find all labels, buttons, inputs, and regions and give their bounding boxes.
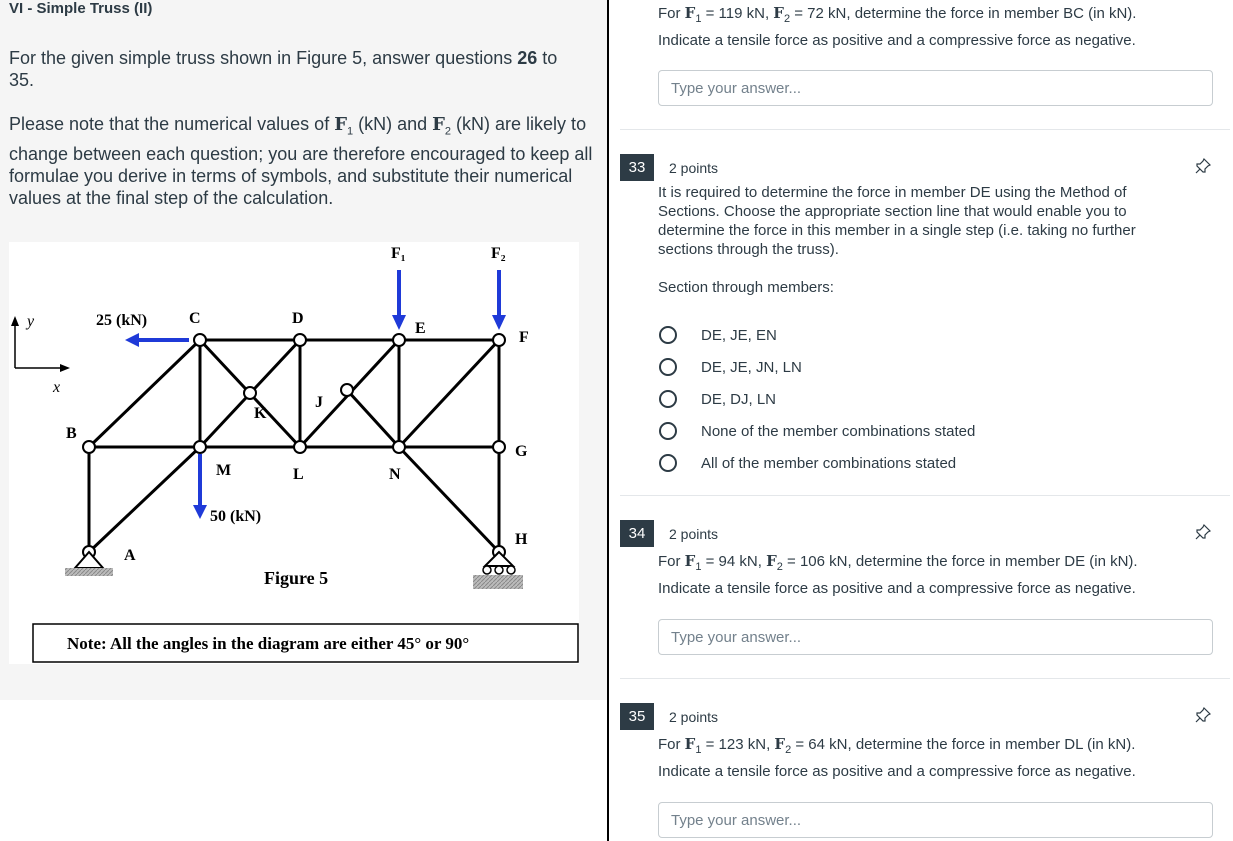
q33-option-3[interactable]	[658, 388, 776, 410]
node-label-c: C	[189, 310, 201, 327]
q33-option-1[interactable]	[658, 324, 777, 346]
option-label: DE, JE, EN	[701, 326, 777, 344]
note-text-b: (kN) and	[353, 114, 433, 134]
figure-note: Note: All the angles in the diagram are either 45° or 90°	[67, 634, 470, 653]
radio-button[interactable]	[659, 326, 677, 344]
q33-number: 33	[620, 154, 654, 181]
intro-text: For the given simple truss shown in Figure 5, answer questions	[9, 48, 518, 68]
separator	[620, 678, 1230, 679]
q32-text-a: For	[658, 5, 685, 22]
node-label-a: A	[124, 547, 136, 564]
load-arrow-f1-icon	[392, 270, 406, 330]
q34-f2-val: = 106 kN, determine the force in member DE (in kN).	[782, 553, 1138, 570]
node-label-m: M	[216, 462, 232, 479]
q32-answer-input[interactable]	[658, 70, 1213, 106]
f1-symbol: F	[334, 114, 347, 135]
q34-f2-sub: 2	[776, 561, 783, 573]
q33-prompt: Section through members:	[658, 279, 834, 296]
q34-number: 34	[620, 520, 654, 547]
pin-icon[interactable]	[1195, 158, 1211, 174]
option-label: DE, DJ, LN	[701, 390, 777, 408]
pin-icon[interactable]	[1195, 707, 1211, 723]
node-label-g: G	[515, 443, 528, 460]
node-label-h: H	[515, 531, 528, 548]
q34-points: 2 points	[669, 526, 719, 542]
load-arrow-50-icon	[193, 454, 207, 519]
node-label-k: K	[254, 405, 267, 422]
load-25-label: 25 (kN)	[96, 312, 148, 329]
option-label: None of the member combinations stated	[701, 422, 976, 440]
node-label-f: F	[519, 329, 529, 346]
q33-points: 2 points	[669, 160, 719, 176]
panel-divider	[607, 0, 609, 841]
q35-text-a: For	[658, 736, 685, 753]
q32-f1: F	[684, 4, 696, 22]
q33-option-5[interactable]	[658, 452, 956, 474]
note-text-c: (kN) are likely to change between each question; you are therefore encouraged to keep all formulae you derive in terms of symbols, and substitute their numerical values at the final step of the calculation.	[9, 114, 593, 208]
q34-f2: F	[766, 552, 777, 570]
left-panel	[0, 0, 607, 700]
option-label: DE, JE, JN, LN	[701, 358, 802, 376]
radio-button[interactable]	[659, 422, 677, 440]
f2-sub: 2	[444, 125, 452, 138]
q32-f1-sub: 1	[695, 13, 702, 25]
radio-button[interactable]	[659, 454, 677, 472]
separator	[620, 495, 1230, 496]
q35-text-b: Indicate a tensile force as positive and a compressive force as negative.	[658, 763, 1136, 780]
q34-f1-val: = 94 kN,	[701, 553, 767, 570]
f1-sub: 1	[346, 125, 354, 138]
node-label-n: N	[389, 466, 401, 483]
intro-paragraph	[9, 47, 584, 91]
f2-label: F₂	[491, 245, 506, 262]
intro-to-text: to	[537, 48, 558, 68]
q35-f2-sub: 2	[785, 744, 792, 756]
intro-end: .	[29, 70, 35, 90]
note-text-a: Please note that the numerical values of	[9, 114, 335, 134]
q32-text	[658, 2, 1198, 52]
node-label-d: D	[292, 310, 304, 327]
q32-text-b: Indicate a tensile force as positive and a compressive force as negative.	[658, 32, 1136, 49]
q33-option-2[interactable]	[658, 356, 802, 378]
q32-f2: F	[773, 4, 784, 22]
q34-answer-input[interactable]	[658, 619, 1213, 655]
axes-icon	[11, 316, 70, 372]
q35-f1: F	[684, 735, 696, 753]
q34-text	[658, 550, 1198, 600]
intro-from: 26	[517, 48, 538, 68]
pin-icon[interactable]	[1195, 524, 1211, 540]
intro-to: 35	[9, 70, 30, 90]
q34-f1-sub: 1	[695, 561, 702, 573]
radio-button[interactable]	[659, 358, 677, 376]
axis-x-label: x	[53, 379, 61, 396]
q33-option-4[interactable]	[658, 420, 975, 442]
q32-f1-val: = 119 kN,	[701, 5, 774, 22]
q35-text	[658, 733, 1198, 783]
q35-f2-val: = 64 kN, determine the force in member DL (in kN).	[791, 736, 1136, 753]
q34-text-a: For	[658, 553, 685, 570]
load-arrow-25-icon	[125, 333, 189, 347]
node-label-e: E	[415, 320, 426, 337]
questions-panel	[620, 0, 1230, 841]
q35-answer-input[interactable]	[658, 802, 1213, 838]
f1-label: F₁	[391, 245, 406, 262]
q32-f2-val: = 72 kN, determine the force in member BC (in kN).	[790, 5, 1137, 22]
f2-symbol: F	[432, 114, 445, 135]
q32-f2-sub: 2	[783, 13, 791, 25]
load-50-label: 50 (kN)	[210, 508, 262, 525]
roller-support-icon	[473, 552, 523, 589]
q33-text: It is required to determine the force in member DE using the Method of Sections. Choose the appropriate section line that would enable you to determine the force in this member in a single step (i.e. taking no further sections through the truss).	[658, 184, 1136, 258]
q35-f2: F	[774, 735, 786, 753]
node-label-b: B	[66, 425, 77, 442]
option-label: All of the member combinations stated	[701, 454, 957, 472]
note-paragraph	[9, 113, 594, 209]
section-title: VI - Simple Truss (II)	[9, 0, 153, 17]
figure-caption: Figure 5	[264, 568, 329, 588]
q35-f1-sub: 1	[695, 744, 702, 756]
truss-diagram	[9, 242, 579, 664]
q34-text-b: Indicate a tensile force as positive and a compressive force as negative.	[658, 580, 1136, 597]
load-arrow-f2-icon	[492, 270, 506, 330]
q35-points: 2 points	[669, 709, 719, 725]
node-label-j: J	[315, 394, 323, 411]
q35-number: 35	[620, 703, 654, 730]
separator	[620, 129, 1230, 130]
axis-y-label: y	[27, 313, 35, 330]
q35-f1-val: = 123 kN,	[701, 736, 775, 753]
truss-figure	[9, 242, 579, 664]
pin-support-icon	[65, 552, 113, 576]
radio-button[interactable]	[659, 390, 677, 408]
node-label-l: L	[293, 466, 304, 483]
q34-f1: F	[684, 552, 696, 570]
